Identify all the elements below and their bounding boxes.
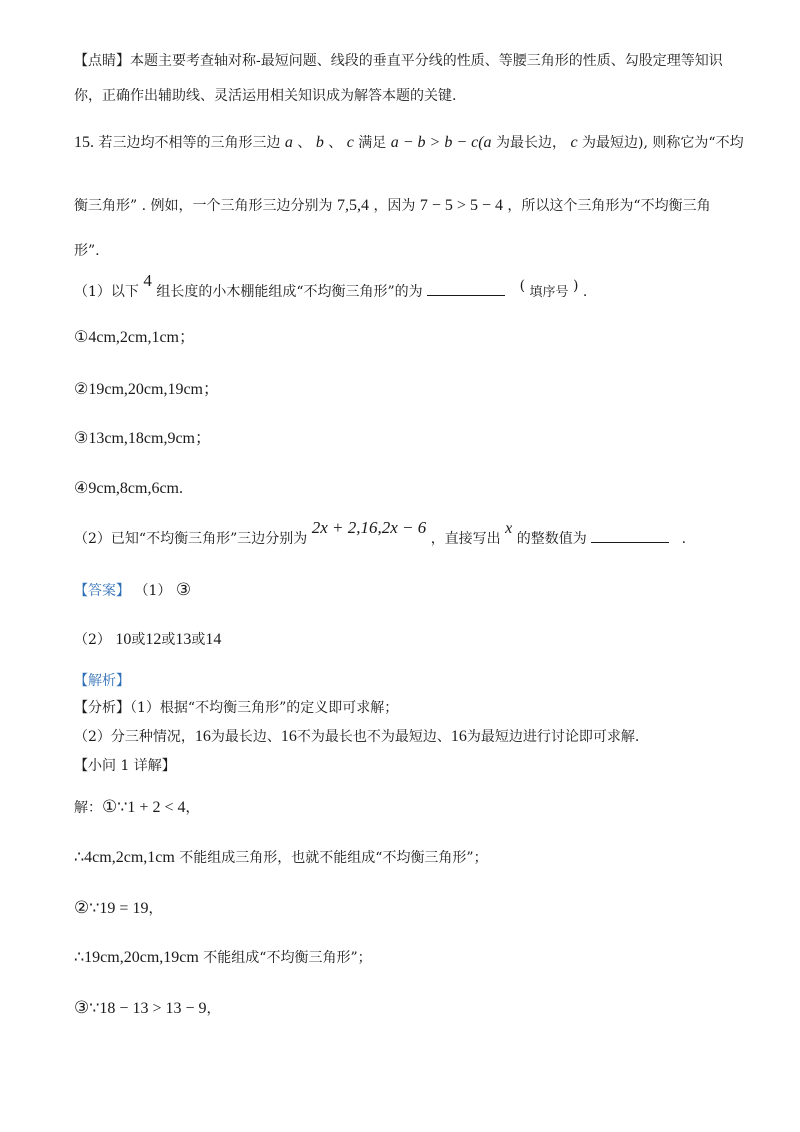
solution-label: 解： [74,800,102,816]
answer-blank-2[interactable] [591,530,669,543]
question-text: 组长度的小木棚能组成“不均衡三角形”的为 [156,284,423,300]
option-4 [74,480,183,498]
case-label: ② [74,898,90,918]
period: . [681,531,687,547]
example-inequality: 7 − 5 > 5 − 4 [419,197,503,214]
question-text: （1）以下 [74,284,139,300]
option-2 [74,381,219,399]
question-number: 15. [74,134,94,151]
analysis-text: 为最长边、 [210,729,281,745]
analysis-tag: 【解析】 [74,673,130,689]
question-text: 则称它为“不均 [652,135,744,151]
var-x: x [505,520,513,537]
option-end: ； [202,381,219,398]
analysis-text: 为最短边进行讨论即可求解. [466,729,640,745]
paren: ( [519,278,526,294]
question-15-line-2 [74,197,711,215]
analysis-fenxi-2 [74,728,639,746]
punct: ， [206,1001,221,1017]
separator: 、 [328,135,343,151]
question-text: 若三边均不相等的三角形三边 [98,135,281,151]
solution-line-2 [74,849,488,867]
question-text: 为最短边), [582,135,648,151]
var-c: c [570,134,578,151]
case-label: ③ [74,998,90,1018]
question-text: 满足 [358,135,387,151]
side-expressions: 2x + 2,16,2x − 6 [311,518,427,537]
var-a: a [284,134,293,151]
option-label: ③ [74,430,89,447]
or-text: 或 [161,632,176,648]
analysis-text: 不为最长也不为最短边、 [296,729,451,745]
option-label: ① [74,329,89,346]
answer-value: 12 [145,631,162,648]
solution-line-4 [74,949,372,967]
period: . [582,284,588,300]
or-text: 或 [131,632,146,648]
paren: ) [572,278,579,294]
or-text: 或 [191,632,206,648]
option-value: 13cm,18cm,9cm [88,430,195,447]
answer-tag: 【答案】 [74,583,130,599]
option-label: ② [74,381,89,398]
solution-math: ∵18 − 13 > 13 − 9 [89,1000,207,1017]
analysis-text: （2）分三种情况， [74,729,195,745]
analysis-fenxi-1: 【分析】（1）根据“不均衡三角形”的定义即可求解； [74,700,399,716]
number: 16 [450,728,467,745]
question-text: ，所以这个三角形为“不均衡三角 [507,198,711,214]
question-text: （2）已知“不均衡三角形”三边分别为 [74,531,308,547]
number: 16 [280,728,297,745]
inequality-definition: a − b > b − c(a [390,134,492,151]
answer-part-label: （2） [74,632,111,648]
question-text: . 例如，一个三角形三边分别为 [141,198,333,214]
option-end: . [178,480,183,497]
question-text: 的整数值为 [516,531,587,547]
punct: ， [185,800,200,816]
solution-line-3 [74,899,162,918]
punct: ， [148,901,163,917]
answer-value: ③ [175,580,192,600]
number: 16 [194,728,211,745]
var-b: b [315,134,324,151]
question-text: ，直接写出 [430,531,501,547]
part-1-prompt [74,271,588,302]
answer-value: 13 [175,631,192,648]
answer-blank-1[interactable] [427,283,505,296]
answer-value: 10 [115,631,132,648]
solution-math: ∵19 = 19 [89,900,149,917]
answer-line-2 [74,631,221,649]
solution-line-1 [74,798,199,817]
solution-text: 不能组成“不均衡三角形”； [203,950,372,966]
example-sides: 7,5,4 [336,197,369,214]
solution-text: 不能组成三角形，也就不能组成“不均衡三角形”； [179,850,488,866]
answer-value: 14 [205,631,222,648]
question-text: 衡三角形” [74,198,138,214]
solution-math: ∴19cm,20cm,19cm [74,949,199,966]
option-value: 9cm,8cm,6cm [88,480,179,497]
separator: 、 [297,135,312,151]
option-end: ； [194,430,211,447]
part-2-prompt [74,518,687,548]
question-text: 为最长边， [496,135,567,151]
option-1 [74,329,195,347]
solution-math: ∵1 + 2 < 4 [117,799,186,816]
solution-line-5 [74,999,221,1018]
option-end: ； [178,329,195,346]
answer-line-1 [74,581,191,600]
sub-question-title: 【小问 1 详解】 [74,758,176,774]
case-label: ① [102,797,118,817]
answer-part-label: （1） [134,583,172,599]
remark-line-1: 【点睛】本题主要考查轴对称-最短问题、线段的垂直平分线的性质、等腰三角形的性质、勾股定理等知识 [74,53,723,69]
fill-hint: 填序号 [529,285,569,300]
question-text: ，因为 [373,198,416,214]
option-3 [74,430,211,448]
question-15-line-1 [74,134,744,152]
option-value: 4cm,2cm,1cm [88,329,179,346]
option-value: 19cm,20cm,19cm [88,381,203,398]
question-15-line-3: 形”. [74,243,100,259]
solution-math: ∴4cm,2cm,1cm [74,849,175,866]
group-count: 4 [143,271,152,290]
option-label: ④ [74,480,89,497]
var-c: c [346,134,354,151]
remark-line-2: 你，正确作出辅助线、灵活运用相关知识成为解答本题的关键. [74,88,457,104]
